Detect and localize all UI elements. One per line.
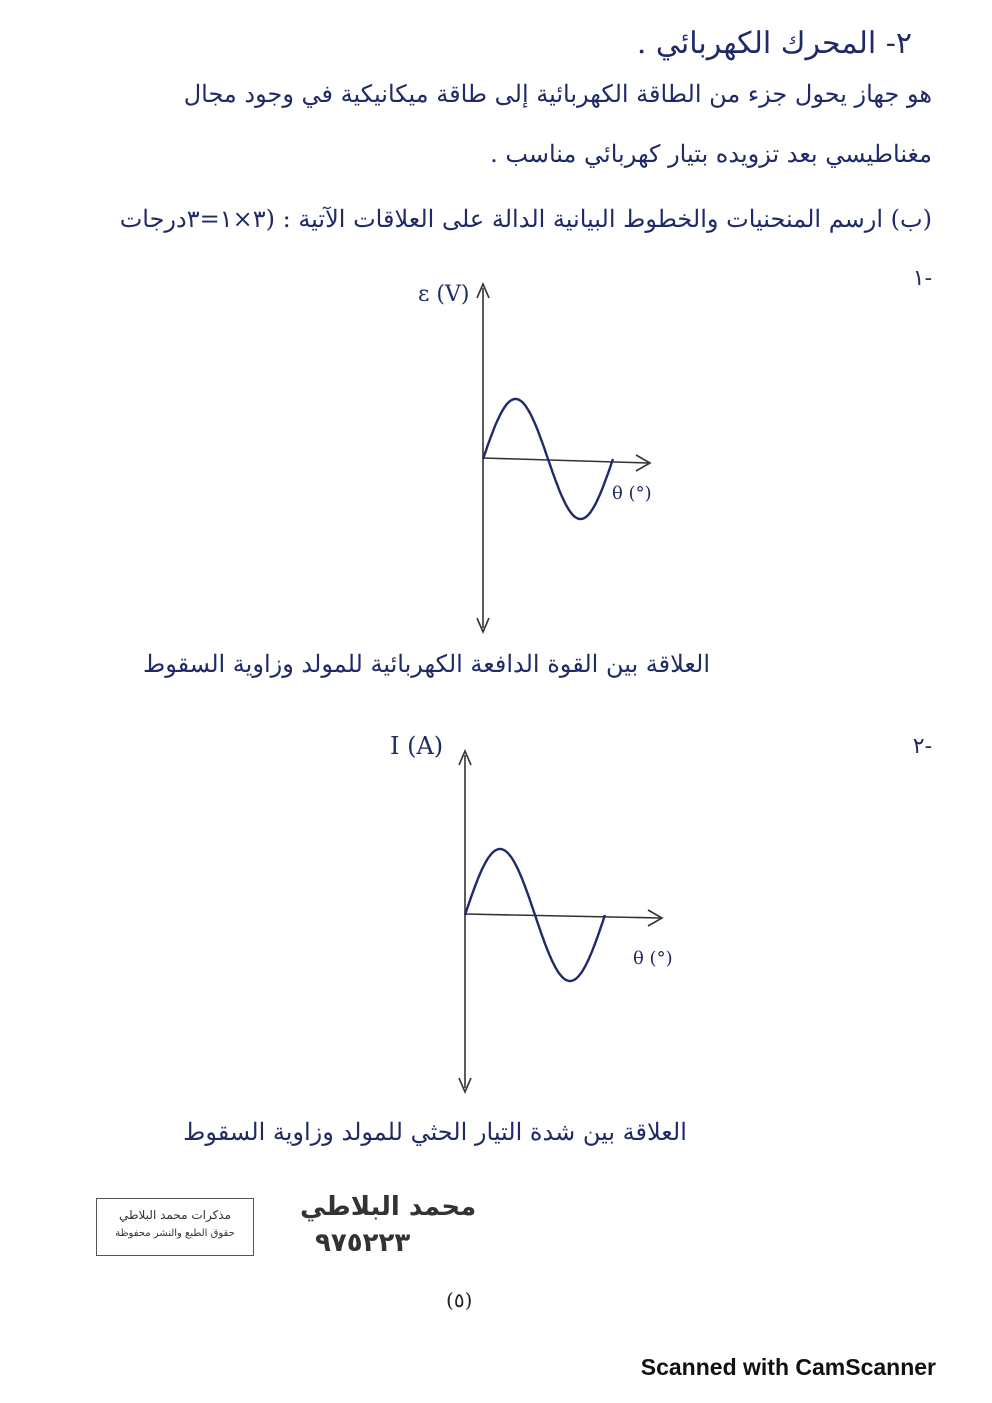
copyright-stamp — [96, 1198, 254, 1256]
graph-2-y-axis-label: I (A) — [390, 732, 444, 760]
author-name: محمد البلاطي — [300, 1192, 477, 1222]
item-2-label: -٢ — [912, 734, 932, 759]
definition-line-2: مغناطيسي بعد تزويده بتيار كهربائي مناسب . — [490, 140, 932, 168]
graph-2-caption: العلاقة بين شدة التيار الحثي للمولد وزاوية السقوط — [183, 1118, 687, 1146]
page-number: (٥) — [446, 1288, 473, 1312]
author-phone: ٩٧٥٢٢٣ — [315, 1228, 411, 1258]
graph-2-x-axis-label: θ (°) — [633, 948, 673, 969]
graph-1-y-axis-label: ε (V) — [418, 282, 470, 307]
question-heading: ٢- المحرك الكهربائي . — [636, 26, 912, 61]
definition-line-1: هو جهاز يحول جزء من الطاقة الكهربائية إلى طاقة ميكانيكية في وجود مجال — [183, 80, 932, 108]
stamp-line-2: حقوق الطبع والنشر محفوظة — [115, 1228, 235, 1239]
item-1-label: -١ — [912, 266, 932, 291]
graph-1-caption: العلاقة بين القوة الدافعة الكهربائية للمولد وزاوية السقوط — [143, 650, 710, 678]
camscanner-watermark: Scanned with CamScanner — [640, 1354, 936, 1380]
instruction-line: (ب) ارسم المنحنيات والخطوط البيانية الدالة على العلاقات الآتية : (٣×١=٣درجات — [119, 205, 932, 233]
graph-2-x-axis — [465, 914, 660, 918]
graph-1-x-axis-label: θ (°) — [612, 483, 652, 504]
stamp-line-1: مذكرات محمد البلاطي — [118, 1208, 232, 1222]
